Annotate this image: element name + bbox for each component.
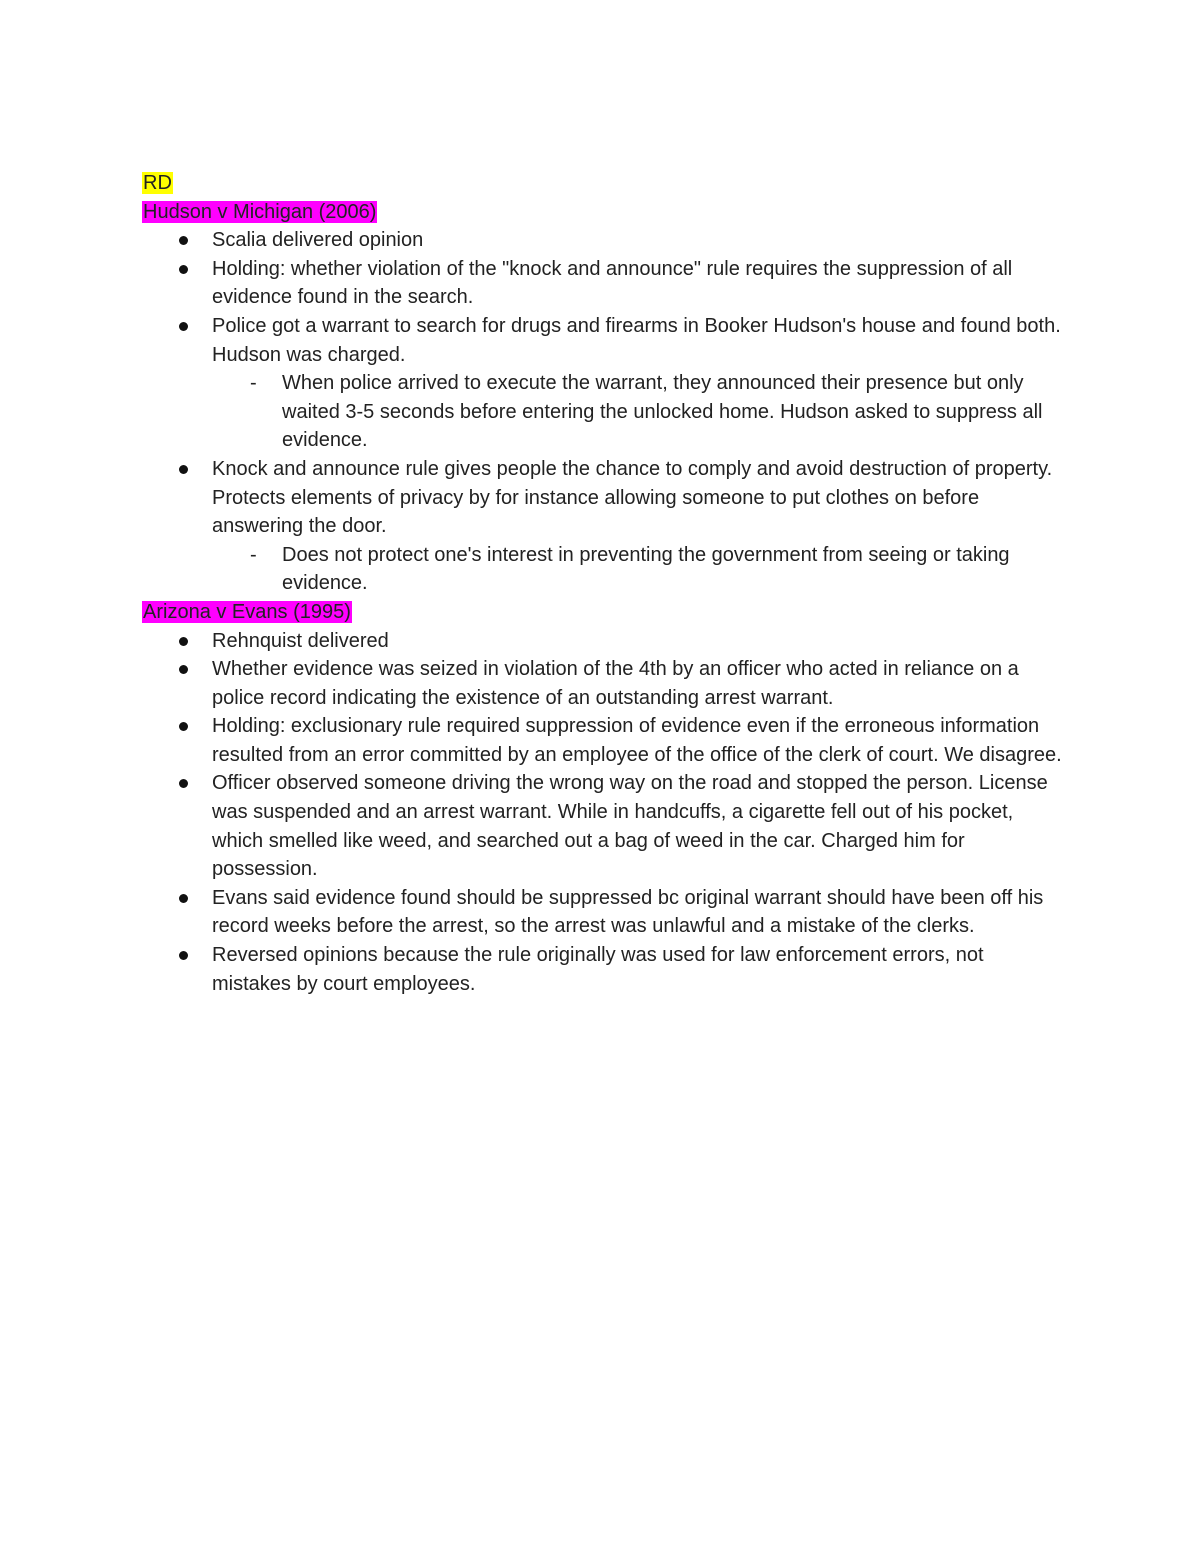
list-item bbox=[142, 941, 1062, 998]
case-heading bbox=[142, 198, 1062, 227]
bullet-dot-icon bbox=[179, 265, 188, 274]
list-item bbox=[142, 712, 1062, 769]
list-item-text: Knock and announce rule gives people the chance to comply and avoid destruction of property. Protects elements of privacy by for instance allowing someone to put clothes on before answering the door. bbox=[212, 457, 1053, 538]
list-item bbox=[142, 455, 1062, 598]
case-title-arizona: Arizona v Evans (1995) bbox=[143, 600, 351, 623]
bullet-dot-icon bbox=[179, 322, 188, 331]
bullet-dot-icon bbox=[179, 894, 188, 903]
list-item bbox=[142, 655, 1062, 712]
bullet-dot-icon bbox=[179, 465, 188, 474]
sub-list bbox=[212, 541, 1062, 598]
list-item-text: Whether evidence was seized in violation of the 4th by an officer who acted in reliance on a police record indicating the existence of an outstanding arrest warrant. bbox=[212, 658, 1019, 709]
bullet-list-hudson bbox=[142, 226, 1062, 598]
sub-list-item-text: When police arrived to execute the warrant, they announced their presence but only waited 3-5 seconds before entering the unlocked home. Hudson asked to suppress all evidence. bbox=[282, 372, 1043, 452]
list-item bbox=[142, 884, 1062, 941]
bullet-dot-icon bbox=[179, 665, 188, 674]
section-label bbox=[142, 169, 1062, 198]
list-item-text: Police got a warrant to search for drugs and firearms in Booker Hudson's house and found both. Hudson was charged. bbox=[212, 314, 1061, 366]
highlighted-label-rd: RD bbox=[143, 172, 172, 194]
bullet-list-arizona bbox=[142, 627, 1062, 999]
bullet-dot-icon bbox=[179, 236, 188, 245]
sub-list bbox=[212, 369, 1062, 455]
dash-icon: - bbox=[250, 372, 257, 395]
list-item-text: Holding: exclusionary rule required suppression of evidence even if the erroneous information resulted from an error committed by an employee of the office of the clerk of court. We disagree. bbox=[212, 715, 1062, 766]
dash-icon: - bbox=[250, 543, 257, 566]
sub-list-item bbox=[212, 541, 1062, 598]
document-page bbox=[142, 169, 1062, 998]
bullet-dot-icon bbox=[179, 637, 188, 646]
list-item bbox=[142, 312, 1062, 455]
list-item bbox=[142, 627, 1062, 656]
case-heading bbox=[142, 598, 1062, 627]
sub-list-item-text: Does not protect one's interest in preventing the government from seeing or taking evidence. bbox=[282, 543, 1010, 595]
list-item-text: Scalia delivered opinion bbox=[212, 229, 424, 252]
sub-list-item bbox=[212, 369, 1062, 455]
list-item bbox=[142, 226, 1062, 255]
list-item-text: Reversed opinions because the rule originally was used for law enforcement errors, not mistakes by court employees. bbox=[212, 944, 984, 995]
list-item-text: Holding: whether violation of the "knock and announce" rule requires the suppression of all evidence found in the search. bbox=[212, 257, 1013, 309]
list-item bbox=[142, 255, 1062, 312]
list-item-text: Rehnquist delivered bbox=[212, 629, 389, 652]
bullet-dot-icon bbox=[179, 951, 188, 960]
case-title-hudson: Hudson v Michigan (2006) bbox=[143, 200, 377, 223]
bullet-dot-icon bbox=[179, 722, 188, 731]
bullet-dot-icon bbox=[179, 779, 188, 788]
list-item-text: Evans said evidence found should be suppressed bc original warrant should have been off his record weeks before the arrest, so the arrest was unlawful and a mistake of the clerks. bbox=[212, 886, 1044, 938]
list-item-text: Officer observed someone driving the wrong way on the road and stopped the person. License was suspended and an arrest warrant. While in handcuffs, a cigarette fell out of his pocket, which smelled like weed, and searched out a bag of weed in the car. Charged him for possession. bbox=[212, 772, 1048, 881]
list-item bbox=[142, 769, 1062, 883]
